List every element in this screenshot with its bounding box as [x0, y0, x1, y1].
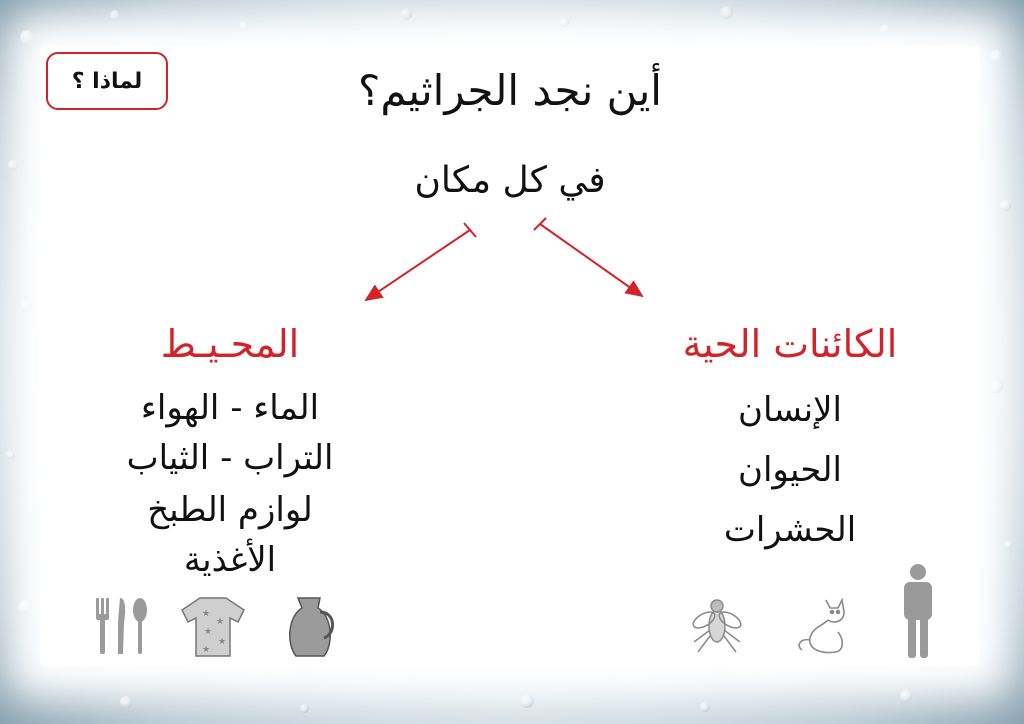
environment-item: التراب - الثياب [126, 438, 334, 478]
shirt-icon [178, 594, 248, 660]
svg-text:★: ★ [202, 609, 211, 619]
person-icon [896, 562, 940, 662]
fly-icon [686, 586, 748, 656]
living-item: الحشرات [723, 510, 857, 550]
environment-heading: المحـيـط [160, 322, 300, 366]
cat-icon [792, 592, 856, 660]
svg-text:★: ★ [202, 645, 211, 655]
environment-item: الأغذية [183, 540, 277, 580]
living-item: الحيوان [738, 450, 842, 490]
environment-item: لوازم الطبخ [147, 490, 313, 530]
environment-item: الماء - الهواء [140, 388, 320, 428]
living-heading: الكائنات الحية [682, 322, 898, 366]
living-item: الإنسان [738, 390, 842, 430]
svg-text:★: ★ [218, 637, 227, 647]
page-subtitle: في كل مكان [414, 160, 606, 201]
cutlery-icon [88, 592, 152, 658]
why-button[interactable]: لماذا ؟ [46, 52, 168, 110]
jug-icon [280, 594, 340, 662]
svg-text:★: ★ [216, 617, 225, 627]
svg-text:★: ★ [204, 627, 213, 637]
page-title: أين نجد الجراثيم؟ [358, 66, 662, 115]
